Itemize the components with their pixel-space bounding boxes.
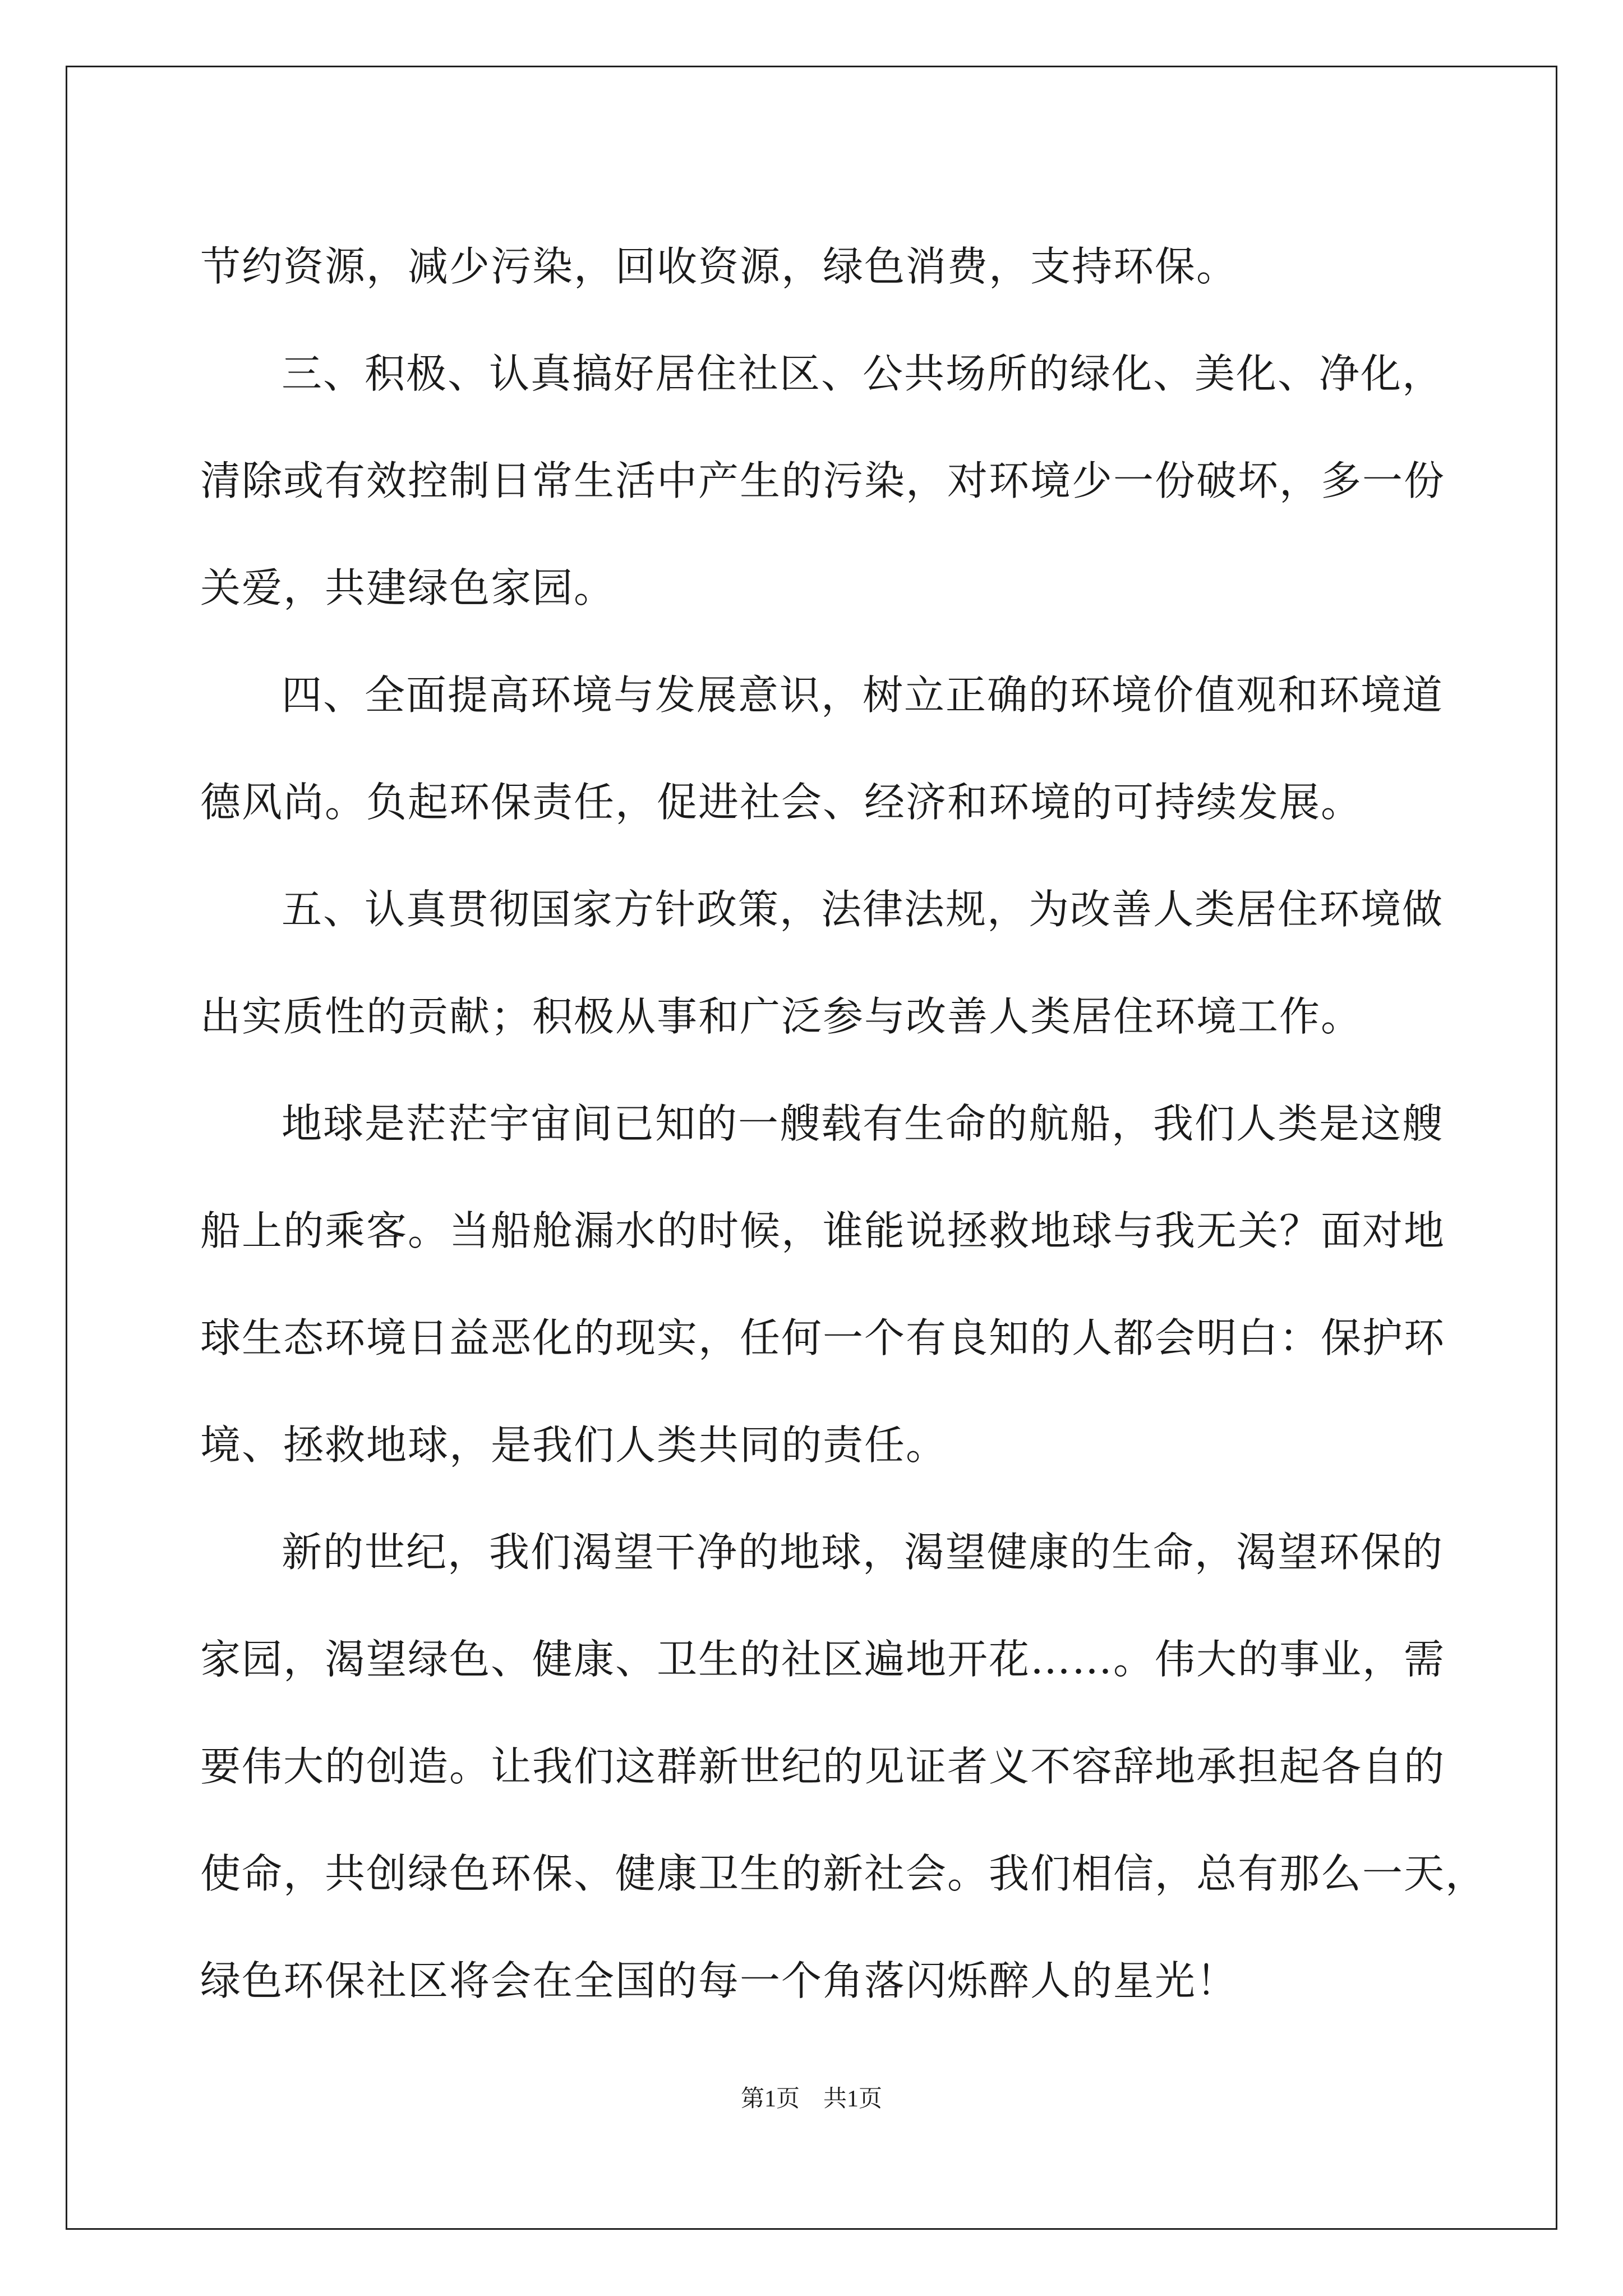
page-number-label: 第1页 共1页 [740, 2086, 882, 2112]
text-line: 家园，渴望绿色、健康、卫生的社区遍地开花……。伟大的事业，需 [200, 1636, 1446, 1683]
text-line: 四、全面提高环境与发展意识，树立正确的环境价值观和环境道 [282, 671, 1444, 719]
text-line: 地球是茫茫宇宙间已知的一艘载有生命的航船，我们人类是这艘 [282, 1100, 1444, 1147]
text-line: 关爱，共建绿色家园。 [200, 564, 616, 611]
text-line: 节约资源，减少污染，回收资源，绿色消费，支持环保。 [200, 243, 1238, 290]
text-line: 绿色环保社区将会在全国的每一个角落闪烁醉人的星光！ [200, 1957, 1238, 2004]
document-body [200, 213, 1487, 2035]
text-line: 新的世纪，我们渴望干净的地球，渴望健康的生命，渴望环保的 [282, 1529, 1444, 1576]
page-footer [0, 2082, 1623, 2116]
text-line: 三、积极、认真搞好居住社区、公共场所的绿化、美化、净化， [282, 350, 1444, 397]
text-line: 使命，共创绿色环保、健康卫生的新社会。我们相信，总有那么一天， [200, 1850, 1487, 1897]
text-line: 清除或有效控制日常生活中产生的污染，对环境少一份破坏，多一份 [200, 457, 1446, 504]
text-line: 要伟大的创造。让我们这群新世纪的见证者义不容辞地承担起各自的 [200, 1743, 1446, 1790]
text-line: 船上的乘客。当船舱漏水的时候，谁能说拯救地球与我无关？面对地 [200, 1207, 1446, 1254]
text-line: 球生态环境日益恶化的现实，任何一个有良知的人都会明白：保护环 [200, 1314, 1446, 1361]
text-line: 出实质性的贡献；积极从事和广泛参与改善人类居住环境工作。 [200, 993, 1363, 1040]
text-line: 德风尚。负起环保责任，促进社会、经济和环境的可持续发展。 [200, 779, 1363, 826]
text-line: 五、认真贯彻国家方针政策，法律法规，为改善人类居住环境做 [282, 886, 1444, 933]
text-line: 境、拯救地球，是我们人类共同的责任。 [200, 1421, 948, 1469]
